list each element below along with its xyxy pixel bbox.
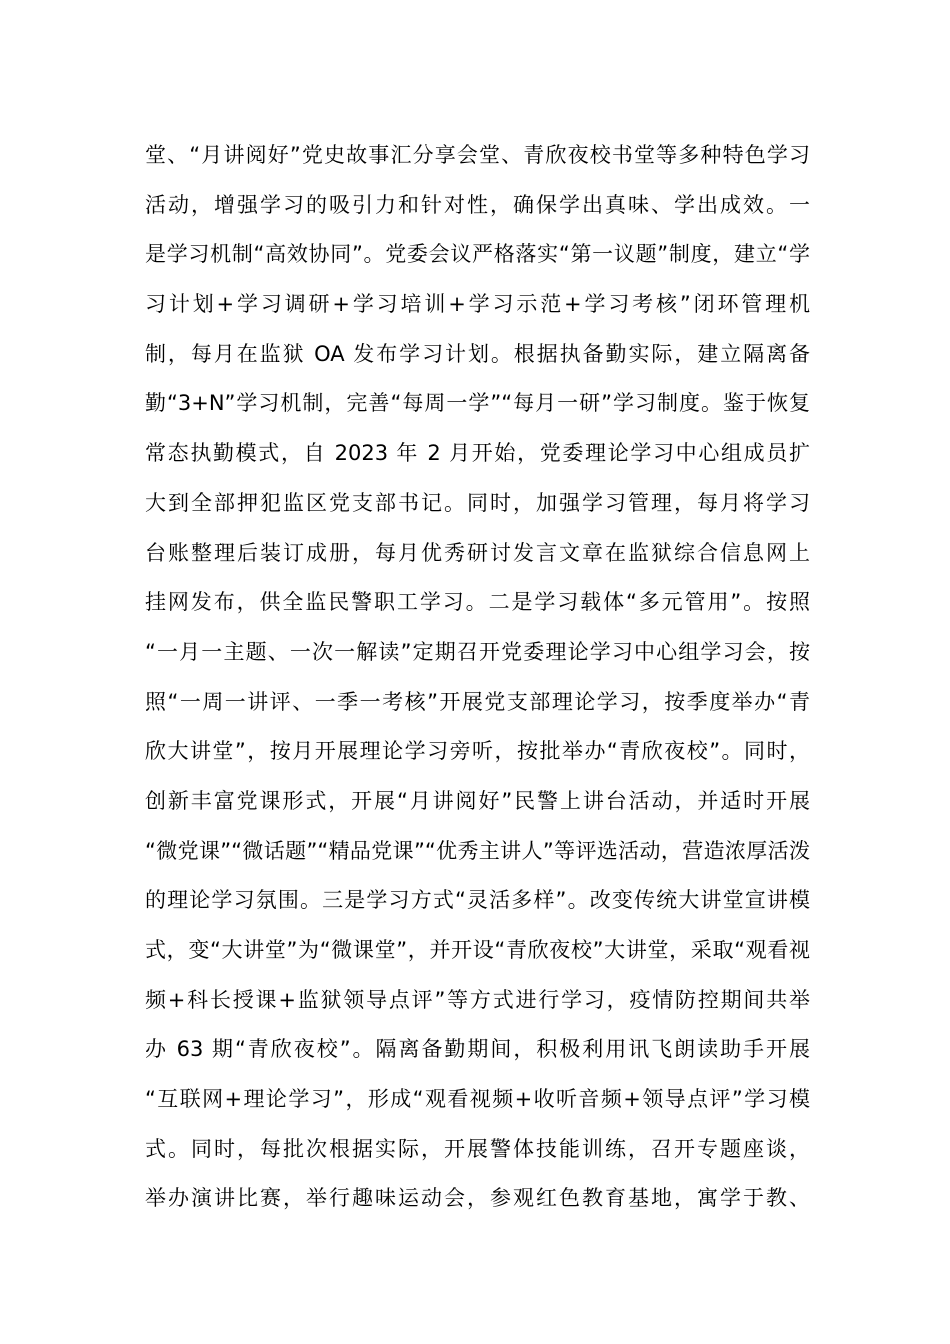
text-line: 欣大讲堂”，按月开展理论学习旁听，按批举办“青欣夜校”。同时，	[145, 739, 810, 764]
text-line: 制，每月在监狱 OA 发布学习计划。根据执备勤实际，建立隔离备	[145, 341, 810, 366]
text-line: 式。同时，每批次根据实际，开展警体技能训练，召开专题座谈，	[145, 1136, 810, 1161]
text-line: 台账整理后装订成册，每月优秀研讨发言文章在监狱综合信息网上	[145, 540, 810, 565]
text-line: 勤“3+N”学习机制，完善“每周一学”“每月一研”学习制度。鉴于恢复	[145, 391, 810, 416]
text-line: “微党课”“微话题”“精品党课”“优秀主讲人”等评选活动，营造浓厚活泼	[145, 838, 810, 863]
body-text	[145, 131, 810, 1224]
text-line: 大到全部押犯监区党支部书记。同时，加强学习管理，每月将学习	[145, 490, 810, 515]
text-line: 常态执勤模式，自 2023 年 2 月开始，党委理论学习中心组成员扩	[145, 441, 810, 466]
text-line: 是学习机制“高效协同”。党委会议严格落实“第一议题”制度，建立“学	[145, 242, 810, 267]
text-line: “一月一主题、一次一解读”定期召开党委理论学习中心组学习会，按	[145, 639, 810, 664]
text-line: 习计划+学习调研+学习培训+学习示范+学习考核”闭环管理机	[145, 292, 810, 317]
text-line: 的理论学习氛围。三是学习方式“灵活多样”。改变传统大讲堂宣讲模	[145, 888, 810, 913]
text-line: 活动，增强学习的吸引力和针对性，确保学出真味、学出成效。一	[145, 192, 810, 217]
text-line: 堂、“月讲阅好”党史故事汇分享会堂、青欣夜校书堂等多种特色学习	[145, 143, 810, 167]
text-line: 办 63 期“青欣夜校”。隔离备勤期间，积极利用讯飞朗读助手开展	[145, 1037, 810, 1062]
text-line: 创新丰富党课形式，开展“月讲阅好”民警上讲台活动，并适时开展	[145, 788, 810, 813]
text-line: 挂网发布，供全监民警职工学习。二是学习载体“多元管用”。按照	[145, 590, 810, 615]
text-line: “互联网+理论学习”，形成“观看视频+收听音频+领导点评”学习模	[145, 1087, 810, 1112]
text-line: 频+科长授课+监狱领导点评”等方式进行学习，疫情防控期间共举	[145, 987, 810, 1012]
text-line: 照“一周一讲评、一季一考核”开展党支部理论学习，按季度举办“青	[145, 689, 810, 714]
text-line: 举办演讲比赛，举行趣味运动会，参观红色教育基地，寓学于教、	[145, 1186, 810, 1211]
text-line: 式，变“大讲堂”为“微课堂”，并开设“青欣夜校”大讲堂，采取“观看视	[145, 938, 810, 962]
